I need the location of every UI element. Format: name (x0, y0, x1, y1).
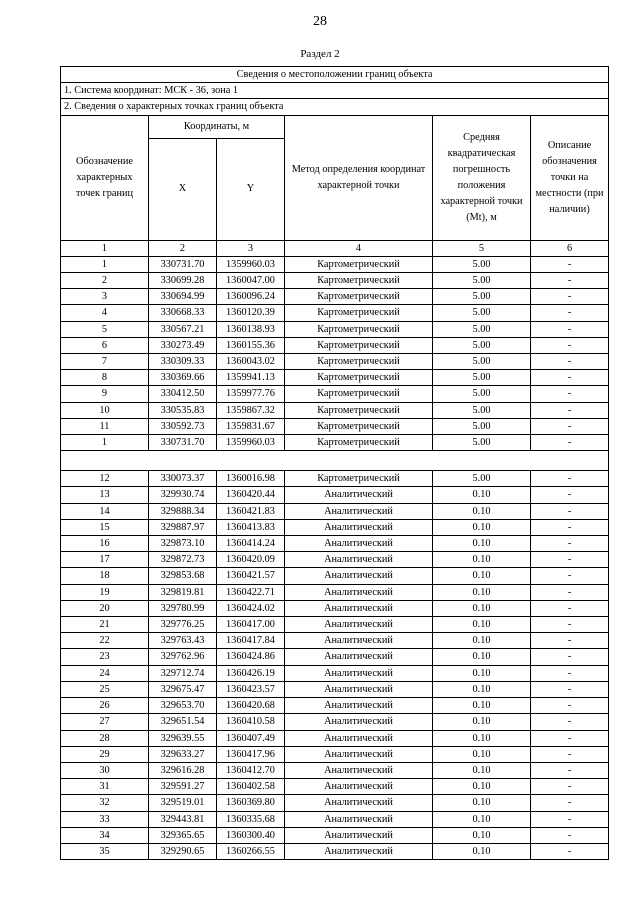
coord-x: 329762.96 (149, 649, 217, 665)
method: Аналитический (285, 568, 433, 584)
table-row (61, 811, 609, 827)
error-mt: 0.10 (433, 762, 531, 778)
table-row (61, 600, 609, 616)
table-row (61, 665, 609, 681)
column-number: 3 (217, 240, 285, 256)
error-mt: 0.10 (433, 536, 531, 552)
column-numbers-row (61, 240, 609, 256)
point-id: 6 (61, 337, 149, 353)
table-row (61, 402, 609, 418)
point-id: 34 (61, 827, 149, 843)
description: - (531, 354, 609, 370)
method: Аналитический (285, 795, 433, 811)
coord-y: 1360420.68 (217, 698, 285, 714)
header-method: Метод определения координат характерной точки (285, 115, 433, 240)
point-id: 3 (61, 289, 149, 305)
error-mt: 5.00 (433, 273, 531, 289)
coord-x: 329639.55 (149, 730, 217, 746)
method: Аналитический (285, 698, 433, 714)
description: - (531, 402, 609, 418)
description: - (531, 273, 609, 289)
method: Картометрический (285, 289, 433, 305)
error-mt: 5.00 (433, 402, 531, 418)
coord-y: 1360120.39 (217, 305, 285, 321)
header-y: Y (217, 138, 285, 240)
column-number: 1 (61, 240, 149, 256)
coord-y: 1360424.86 (217, 649, 285, 665)
description: - (531, 746, 609, 762)
points-info-heading: 2. Сведения о характерных точках границ объекта (61, 99, 609, 115)
table-row (61, 649, 609, 665)
coord-y: 1360424.02 (217, 600, 285, 616)
method: Аналитический (285, 843, 433, 859)
coord-x: 329290.65 (149, 843, 217, 859)
method: Картометрический (285, 435, 433, 451)
table-row (61, 568, 609, 584)
table-row (61, 519, 609, 535)
point-id: 19 (61, 584, 149, 600)
error-mt: 0.10 (433, 681, 531, 697)
point-id: 14 (61, 503, 149, 519)
error-mt: 0.10 (433, 795, 531, 811)
error-mt: 5.00 (433, 435, 531, 451)
coord-x: 329776.25 (149, 617, 217, 633)
table-row (61, 584, 609, 600)
method: Аналитический (285, 503, 433, 519)
method: Картометрический (285, 386, 433, 402)
point-id: 31 (61, 779, 149, 795)
description: - (531, 536, 609, 552)
method: Аналитический (285, 552, 433, 568)
point-id: 10 (61, 402, 149, 418)
error-mt: 0.10 (433, 568, 531, 584)
table-row (61, 617, 609, 633)
description: - (531, 552, 609, 568)
table-row (61, 746, 609, 762)
table-row (61, 827, 609, 843)
method: Аналитический (285, 681, 433, 697)
point-id: 15 (61, 519, 149, 535)
error-mt: 5.00 (433, 370, 531, 386)
coord-y: 1360414.24 (217, 536, 285, 552)
boundary-points-table (60, 66, 609, 860)
table-row (61, 435, 609, 451)
point-id: 30 (61, 762, 149, 778)
separator-cell (61, 451, 609, 471)
point-id: 33 (61, 811, 149, 827)
coord-y: 1360335.68 (217, 811, 285, 827)
error-mt: 5.00 (433, 256, 531, 272)
coord-y: 1359960.03 (217, 256, 285, 272)
description: - (531, 256, 609, 272)
point-id: 18 (61, 568, 149, 584)
coord-x: 329888.34 (149, 503, 217, 519)
point-id: 2 (61, 273, 149, 289)
method: Аналитический (285, 714, 433, 730)
coord-x: 330694.99 (149, 289, 217, 305)
point-id: 20 (61, 600, 149, 616)
coord-x: 329712.74 (149, 665, 217, 681)
coord-y: 1360417.96 (217, 746, 285, 762)
error-mt: 5.00 (433, 418, 531, 434)
coord-x: 329887.97 (149, 519, 217, 535)
coord-x: 329675.47 (149, 681, 217, 697)
column-number: 5 (433, 240, 531, 256)
coord-y: 1360096.24 (217, 289, 285, 305)
method: Аналитический (285, 617, 433, 633)
coord-y: 1360426.19 (217, 665, 285, 681)
coord-y: 1360410.58 (217, 714, 285, 730)
coord-y: 1360402.58 (217, 779, 285, 795)
coord-x: 329873.10 (149, 536, 217, 552)
header-coordinates: Координаты, м (149, 115, 285, 138)
table-row (61, 762, 609, 778)
error-mt: 0.10 (433, 746, 531, 762)
table-row (61, 370, 609, 386)
description: - (531, 633, 609, 649)
table-row (61, 471, 609, 487)
coord-x: 329591.27 (149, 779, 217, 795)
error-mt: 0.10 (433, 519, 531, 535)
column-number: 2 (149, 240, 217, 256)
error-mt: 0.10 (433, 811, 531, 827)
table-row (61, 305, 609, 321)
method: Аналитический (285, 536, 433, 552)
coord-x: 329930.74 (149, 487, 217, 503)
coord-y: 1360047.00 (217, 273, 285, 289)
table-row (61, 698, 609, 714)
coord-y: 1359941.13 (217, 370, 285, 386)
description: - (531, 698, 609, 714)
method: Картометрический (285, 354, 433, 370)
description: - (531, 519, 609, 535)
header-description: Описание обозначения точки на местности (при наличии) (531, 115, 609, 240)
table-row (61, 730, 609, 746)
table-row (61, 633, 609, 649)
point-id: 26 (61, 698, 149, 714)
coord-x: 330592.73 (149, 418, 217, 434)
description: - (531, 584, 609, 600)
table-title: Сведения о местоположении границ объекта (61, 67, 609, 83)
method: Аналитический (285, 584, 433, 600)
coord-y: 1360043.02 (217, 354, 285, 370)
description: - (531, 843, 609, 859)
coord-x: 330412.50 (149, 386, 217, 402)
description: - (531, 681, 609, 697)
point-id: 32 (61, 795, 149, 811)
error-mt: 5.00 (433, 354, 531, 370)
coord-y: 1360155.36 (217, 337, 285, 353)
coord-y: 1360422.71 (217, 584, 285, 600)
error-mt: 5.00 (433, 289, 531, 305)
table-row (61, 552, 609, 568)
coord-x: 330309.33 (149, 354, 217, 370)
description: - (531, 386, 609, 402)
method: Картометрический (285, 418, 433, 434)
coord-x: 329443.81 (149, 811, 217, 827)
description: - (531, 418, 609, 434)
coord-x: 330731.70 (149, 435, 217, 451)
point-id: 8 (61, 370, 149, 386)
description: - (531, 471, 609, 487)
method: Картометрический (285, 471, 433, 487)
point-id: 17 (61, 552, 149, 568)
method: Картометрический (285, 305, 433, 321)
table-row (61, 795, 609, 811)
description: - (531, 600, 609, 616)
method: Аналитический (285, 779, 433, 795)
point-id: 25 (61, 681, 149, 697)
error-mt: 0.10 (433, 600, 531, 616)
description: - (531, 337, 609, 353)
method: Картометрический (285, 337, 433, 353)
description: - (531, 289, 609, 305)
error-mt: 5.00 (433, 305, 531, 321)
coord-y: 1360423.57 (217, 681, 285, 697)
point-id: 1 (61, 435, 149, 451)
error-mt: 0.10 (433, 827, 531, 843)
error-mt: 0.10 (433, 714, 531, 730)
error-mt: 0.10 (433, 698, 531, 714)
point-id: 5 (61, 321, 149, 337)
coord-x: 330535.83 (149, 402, 217, 418)
method: Аналитический (285, 665, 433, 681)
description: - (531, 321, 609, 337)
point-id: 16 (61, 536, 149, 552)
table-row (61, 503, 609, 519)
coord-x: 330668.33 (149, 305, 217, 321)
description: - (531, 795, 609, 811)
coord-y: 1360421.57 (217, 568, 285, 584)
table-row (61, 418, 609, 434)
section-title: Раздел 2 (300, 48, 340, 60)
point-id: 27 (61, 714, 149, 730)
method: Картометрический (285, 256, 433, 272)
point-id: 9 (61, 386, 149, 402)
coord-y: 1360266.55 (217, 843, 285, 859)
table-row (61, 337, 609, 353)
coord-x: 329780.99 (149, 600, 217, 616)
method: Аналитический (285, 633, 433, 649)
table-row (61, 779, 609, 795)
coord-x: 329819.81 (149, 584, 217, 600)
error-mt: 0.10 (433, 665, 531, 681)
coord-x: 329519.01 (149, 795, 217, 811)
point-id: 13 (61, 487, 149, 503)
coord-x: 329633.27 (149, 746, 217, 762)
table-row (61, 714, 609, 730)
description: - (531, 370, 609, 386)
description: - (531, 435, 609, 451)
coord-x: 329653.70 (149, 698, 217, 714)
coord-y: 1360417.00 (217, 617, 285, 633)
coord-x: 330273.49 (149, 337, 217, 353)
header-x: X (149, 138, 217, 240)
description: - (531, 617, 609, 633)
table-row (61, 321, 609, 337)
description: - (531, 730, 609, 746)
coord-y: 1360138.93 (217, 321, 285, 337)
column-number: 6 (531, 240, 609, 256)
coord-x: 330731.70 (149, 256, 217, 272)
table-row (61, 256, 609, 272)
coord-x: 329365.65 (149, 827, 217, 843)
description: - (531, 487, 609, 503)
coord-y: 1360420.44 (217, 487, 285, 503)
column-number: 4 (285, 240, 433, 256)
coordinate-system: 1. Система координат: МСК - 36, зона 1 (61, 83, 609, 99)
coord-y: 1360421.83 (217, 503, 285, 519)
table-row (61, 681, 609, 697)
error-mt: 0.10 (433, 633, 531, 649)
coord-y: 1360417.84 (217, 633, 285, 649)
point-id: 24 (61, 665, 149, 681)
method: Аналитический (285, 649, 433, 665)
coord-y: 1359960.03 (217, 435, 285, 451)
point-id: 29 (61, 746, 149, 762)
header-error: Средняя квадратическая погрешность положения характерной точки (Mt), м (433, 115, 531, 240)
description: - (531, 305, 609, 321)
error-mt: 0.10 (433, 730, 531, 746)
point-id: 35 (61, 843, 149, 859)
coord-y: 1360420.09 (217, 552, 285, 568)
page-number: 28 (313, 14, 327, 29)
coord-y: 1360369.80 (217, 795, 285, 811)
method: Аналитический (285, 730, 433, 746)
coord-x: 330073.37 (149, 471, 217, 487)
method: Аналитический (285, 487, 433, 503)
table-row (61, 354, 609, 370)
method: Аналитический (285, 811, 433, 827)
error-mt: 0.10 (433, 617, 531, 633)
coord-y: 1360300.40 (217, 827, 285, 843)
point-id: 7 (61, 354, 149, 370)
method: Аналитический (285, 519, 433, 535)
error-mt: 0.10 (433, 503, 531, 519)
coord-x: 330699.28 (149, 273, 217, 289)
coord-y: 1359867.32 (217, 402, 285, 418)
error-mt: 0.10 (433, 649, 531, 665)
description: - (531, 811, 609, 827)
error-mt: 5.00 (433, 321, 531, 337)
method: Аналитический (285, 600, 433, 616)
description: - (531, 827, 609, 843)
method: Картометрический (285, 321, 433, 337)
point-id: 4 (61, 305, 149, 321)
method: Аналитический (285, 762, 433, 778)
description: - (531, 568, 609, 584)
description: - (531, 762, 609, 778)
error-mt: 5.00 (433, 337, 531, 353)
coord-x: 329616.28 (149, 762, 217, 778)
table-row (61, 843, 609, 859)
description: - (531, 714, 609, 730)
error-mt: 0.10 (433, 487, 531, 503)
point-id: 22 (61, 633, 149, 649)
point-id: 21 (61, 617, 149, 633)
description: - (531, 665, 609, 681)
table-row (61, 386, 609, 402)
coord-x: 329872.73 (149, 552, 217, 568)
coord-y: 1360016.98 (217, 471, 285, 487)
description: - (531, 503, 609, 519)
table-row (61, 487, 609, 503)
error-mt: 0.10 (433, 843, 531, 859)
method: Картометрический (285, 402, 433, 418)
method: Аналитический (285, 746, 433, 762)
error-mt: 0.10 (433, 779, 531, 795)
description: - (531, 779, 609, 795)
table-row (61, 536, 609, 552)
point-id: 1 (61, 256, 149, 272)
separator-row (61, 451, 609, 471)
coord-y: 1359831.67 (217, 418, 285, 434)
point-id: 12 (61, 471, 149, 487)
coord-y: 1360413.83 (217, 519, 285, 535)
coord-y: 1359977.76 (217, 386, 285, 402)
description: - (531, 649, 609, 665)
coord-y: 1360412.70 (217, 762, 285, 778)
table-row (61, 289, 609, 305)
method: Аналитический (285, 827, 433, 843)
coord-y: 1360407.49 (217, 730, 285, 746)
coord-x: 330567.21 (149, 321, 217, 337)
point-id: 11 (61, 418, 149, 434)
error-mt: 5.00 (433, 471, 531, 487)
error-mt: 5.00 (433, 386, 531, 402)
point-id: 23 (61, 649, 149, 665)
header-designation: Обозначение характерных точек границ (61, 115, 149, 240)
table-row (61, 273, 609, 289)
coord-x: 329763.43 (149, 633, 217, 649)
method: Картометрический (285, 273, 433, 289)
error-mt: 0.10 (433, 552, 531, 568)
coord-x: 330369.66 (149, 370, 217, 386)
coord-x: 329651.54 (149, 714, 217, 730)
method: Картометрический (285, 370, 433, 386)
error-mt: 0.10 (433, 584, 531, 600)
point-id: 28 (61, 730, 149, 746)
coord-x: 329853.68 (149, 568, 217, 584)
